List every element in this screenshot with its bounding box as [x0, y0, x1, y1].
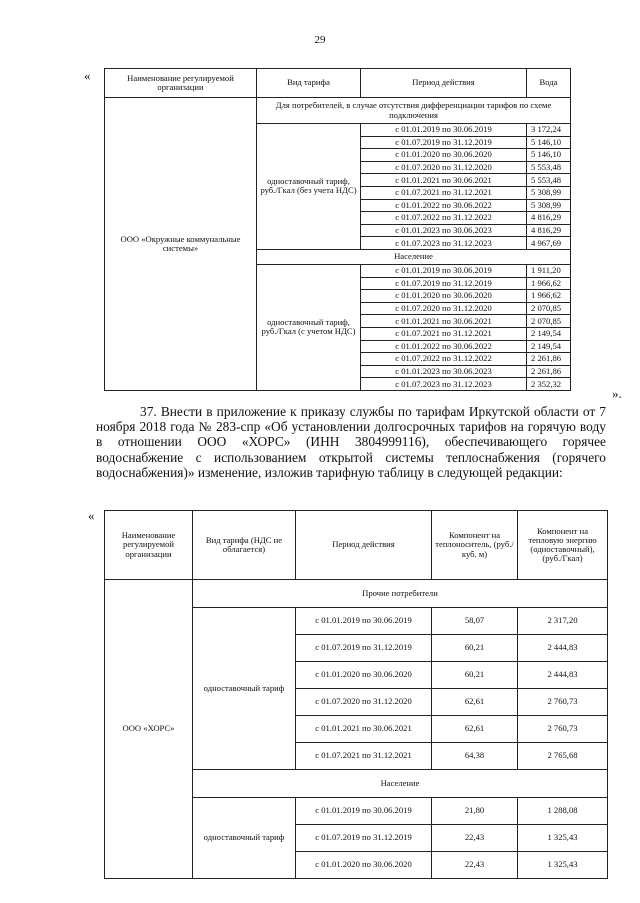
amendment-paragraph: 37. Внести в приложение к приказу службы по тарифам Иркутской области от 7 ноября 2018 года № 283-спр «Об установлении долгосрочных тарифов на горячую воду в отношении ООО «ХОРС» (ИНН 3804999116), обеспечивающего горячее водоснабжение с использованием открытой системы теплоснабжения (горячего водоснабжения)» изменение, изложив тарифную таблицу в следующей редакции: [96, 404, 606, 480]
period-cell: с 01.07.2019 по 31.12.2019 [296, 825, 432, 852]
period-cell: с 01.01.2022 по 30.06.2022 [361, 199, 527, 212]
period-cell: с 01.01.2020 по 30.06.2020 [296, 852, 432, 879]
period-cell: с 01.01.2020 по 30.06.2020 [361, 290, 527, 303]
water-value-cell: 5 308,99 [527, 186, 571, 199]
water-value-cell: 5 553,48 [527, 161, 571, 174]
period-cell: с 01.07.2020 по 31.12.2020 [361, 161, 527, 174]
header-water: Вода [527, 69, 571, 98]
tariff-type-cell: одноставочный тариф [193, 608, 296, 770]
water-value-cell: 4 816,29 [527, 224, 571, 237]
water-value-cell: 1 966,62 [527, 277, 571, 290]
organization-cell: ООО «Окружные коммунальные системы» [105, 98, 257, 391]
hot-water-tariff-table [104, 510, 608, 879]
period-cell: с 01.07.2023 по 31.12.2023 [361, 378, 527, 391]
period-cell: с 01.01.2021 по 30.06.2021 [361, 174, 527, 187]
water-tariff-table [104, 68, 571, 391]
period-cell: с 01.01.2021 по 30.06.2021 [361, 315, 527, 328]
header-tariff-type: Вид тарифа [257, 69, 361, 98]
tariff-type-cell: одноставочный тариф, руб./Гкал (с учетом НДС) [257, 264, 361, 390]
table-header-row [105, 69, 571, 98]
water-value-cell: 1 966,62 [527, 290, 571, 303]
water-value-cell: 4 816,29 [527, 212, 571, 225]
header-tariff-type: Вид тарифа (НДС не облагается) [193, 511, 296, 580]
period-cell: с 01.01.2020 по 30.06.2020 [361, 149, 527, 162]
period-cell: с 01.07.2019 по 31.12.2019 [296, 635, 432, 662]
water-value-cell: 2 070,85 [527, 315, 571, 328]
period-cell: с 01.07.2020 по 31.12.2020 [296, 689, 432, 716]
coolant-value-cell: 22,43 [432, 852, 518, 879]
period-cell: с 01.01.2021 по 30.06.2021 [296, 716, 432, 743]
water-value-cell: 4 967,69 [527, 237, 571, 250]
section-label: Население [193, 770, 608, 798]
coolant-value-cell: 22,43 [432, 825, 518, 852]
period-cell: с 01.07.2021 по 31.12.2021 [296, 743, 432, 770]
coolant-value-cell: 58,07 [432, 608, 518, 635]
heat-value-cell: 2 444,83 [518, 662, 608, 689]
water-value-cell: 2 149,54 [527, 340, 571, 353]
table-header-row [105, 511, 608, 580]
header-organization: Наименование регулируемой организации [105, 69, 257, 98]
page-number: 29 [314, 34, 326, 46]
period-cell: с 01.07.2021 по 31.12.2021 [361, 186, 527, 199]
open-quote-1: « [84, 68, 91, 83]
coolant-value-cell: 60,21 [432, 635, 518, 662]
heat-value-cell: 2 760,73 [518, 689, 608, 716]
water-value-cell: 2 070,85 [527, 302, 571, 315]
heat-value-cell: 2 760,73 [518, 716, 608, 743]
period-cell: с 01.01.2020 по 30.06.2020 [296, 662, 432, 689]
water-value-cell: 2 149,54 [527, 327, 571, 340]
tariff-type-cell: одноставочный тариф [193, 798, 296, 879]
water-value-cell: 1 911,20 [527, 264, 571, 277]
water-value-cell: 3 172,24 [527, 124, 571, 137]
open-quote-2: « [88, 508, 95, 523]
section-label: Для потребителей, в случае отсутствия дифференциации тарифов по схеме подключения [257, 98, 571, 124]
section-label: Прочие потребители [193, 580, 608, 608]
period-cell: с 01.01.2019 по 30.06.2019 [361, 124, 527, 137]
period-cell: с 01.07.2022 по 31.12.2022 [361, 212, 527, 225]
period-cell: с 01.01.2019 по 30.06.2019 [296, 608, 432, 635]
coolant-value-cell: 62,61 [432, 716, 518, 743]
section-row [105, 98, 571, 124]
coolant-value-cell: 64,38 [432, 743, 518, 770]
heat-value-cell: 1 288,08 [518, 798, 608, 825]
water-tariff-table-body [105, 69, 571, 391]
period-cell: с 01.01.2023 по 30.06.2023 [361, 224, 527, 237]
hot-water-tariff-table-body [105, 511, 608, 879]
period-cell: с 01.01.2022 по 30.06.2022 [361, 340, 527, 353]
header-heat-component: Компонент на тепловую энергию (одноставочный), (руб./Гкал) [518, 511, 608, 580]
heat-value-cell: 1 325,43 [518, 825, 608, 852]
coolant-value-cell: 21,80 [432, 798, 518, 825]
period-cell: с 01.07.2021 по 31.12.2021 [361, 327, 527, 340]
water-value-cell: 5 553,48 [527, 174, 571, 187]
heat-value-cell: 2 765,68 [518, 743, 608, 770]
water-value-cell: 5 146,10 [527, 149, 571, 162]
coolant-value-cell: 62,61 [432, 689, 518, 716]
period-cell: с 01.07.2023 по 31.12.2023 [361, 237, 527, 250]
water-value-cell: 2 261,86 [527, 353, 571, 366]
period-cell: с 01.01.2019 по 30.06.2019 [296, 798, 432, 825]
section-row [105, 580, 608, 608]
period-cell: с 01.07.2020 по 31.12.2020 [361, 302, 527, 315]
organization-cell: ООО «ХОРС» [105, 580, 193, 879]
water-value-cell: 5 308,99 [527, 199, 571, 212]
period-cell: с 01.07.2019 по 31.12.2019 [361, 277, 527, 290]
water-value-cell: 5 146,10 [527, 136, 571, 149]
coolant-value-cell: 60,21 [432, 662, 518, 689]
water-value-cell: 2 261,86 [527, 365, 571, 378]
close-quote-1: ». [612, 386, 622, 401]
period-cell: с 01.01.2023 по 30.06.2023 [361, 365, 527, 378]
period-cell: с 01.07.2019 по 31.12.2019 [361, 136, 527, 149]
tariff-type-cell: одноставочный тариф, руб./Гкал (без учета НДС) [257, 124, 361, 250]
header-period: Период действия [361, 69, 527, 98]
heat-value-cell: 2 444,83 [518, 635, 608, 662]
header-coolant-component: Компонент на теплоноситель, (руб./куб. м) [432, 511, 518, 580]
heat-value-cell: 2 317,20 [518, 608, 608, 635]
header-organization: Наименование регулируемой организации [105, 511, 193, 580]
period-cell: с 01.01.2019 по 30.06.2019 [361, 264, 527, 277]
heat-value-cell: 1 325,43 [518, 852, 608, 879]
section-label: Население [257, 249, 571, 264]
period-cell: с 01.07.2022 по 31.12.2022 [361, 353, 527, 366]
water-value-cell: 2 352,32 [527, 378, 571, 391]
header-period: Период действия [296, 511, 432, 580]
